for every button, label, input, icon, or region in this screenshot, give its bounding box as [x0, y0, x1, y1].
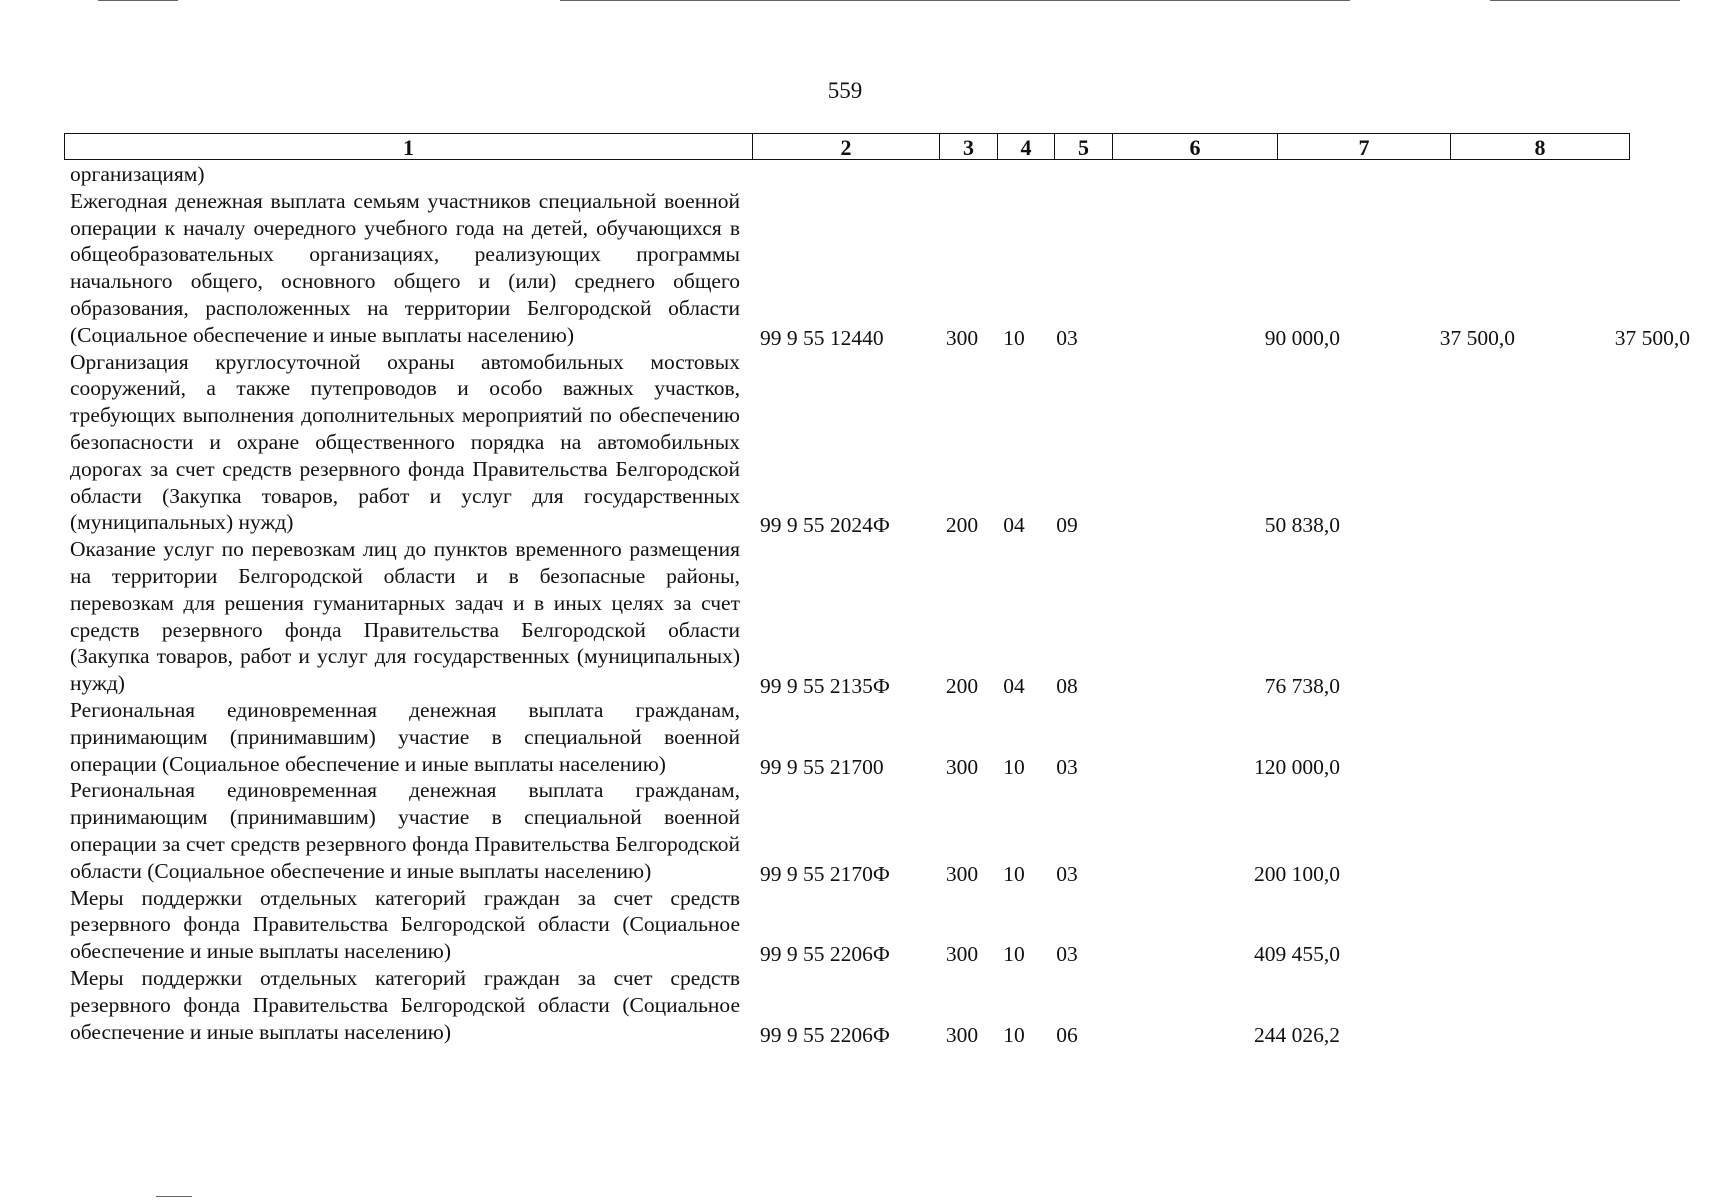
table-row	[70, 161, 1630, 188]
section-code: 04	[1003, 513, 1025, 538]
expense-type-code: 300	[945, 754, 979, 779]
subsection-code: 03	[1056, 754, 1078, 779]
scan-edge-line	[98, 0, 178, 1]
expense-type-code: 300	[945, 861, 979, 886]
table-row	[70, 777, 1630, 884]
target-article-code: 99 9 55 2170Ф	[760, 861, 890, 886]
row-name: Региональная единовременная денежная выплата гражданам, принимающим (принимавшим) участие в специальной военной операции (Социальное обеспечение и иные выплаты населению)	[70, 697, 740, 776]
amount-col-6: 200 100,0	[1254, 861, 1340, 886]
row-name: Меры поддержки отдельных категорий граждан за счет средств резервного фонда Правительства Белгородской области (Социальное обеспечение и иные выплаты населению)	[70, 965, 740, 1044]
row-name: Меры поддержки отдельных категорий граждан за счет средств резервного фонда Правительства Белгородской области (Социальное обеспечение и иные выплаты населению)	[70, 885, 740, 964]
amount-col-6: 50 838,0	[1264, 513, 1340, 538]
subsection-code: 08	[1056, 674, 1078, 699]
expense-type-code: 300	[945, 325, 979, 350]
section-code: 10	[1003, 861, 1025, 886]
expense-type-code: 200	[945, 674, 979, 699]
column-header: 2	[752, 133, 940, 160]
target-article-code: 99 9 55 21700	[760, 754, 884, 779]
row-name: Оказание услуг по перевозкам лиц до пунктов временного размещения на территории Белгородской области и в безопасные районы, перевозкам для решения гуманитарных задач и в иных целях за счет средств резервного фонда Правительства Белгородской области (Закупка товаров, работ и услуг для государственных (муниципальных) нужд)	[70, 537, 740, 696]
column-header: 6	[1112, 133, 1278, 160]
subsection-code: 03	[1056, 325, 1078, 350]
target-article-code: 99 9 55 2024Ф	[760, 513, 890, 538]
amount-col-6: 120 000,0	[1254, 754, 1340, 779]
column-header: 8	[1450, 133, 1630, 160]
amount-col-6: 76 738,0	[1264, 674, 1340, 699]
column-header: 5	[1054, 133, 1113, 160]
table-row	[70, 965, 1630, 1045]
table-row	[70, 536, 1630, 697]
column-header: 7	[1277, 133, 1451, 160]
section-code: 10	[1003, 1022, 1025, 1047]
scan-edge-line	[156, 1196, 192, 1197]
row-name: организациям)	[70, 162, 205, 186]
row-name: Организация круглосуточной охраны автомобильных мостовых сооружений, а также путепроводов и особо важных участков, требующих выполнения дополнительных мероприятий по обеспечению безопасности и охране общественного порядка на автомобильных дорогах за счет средств резервного фонда Правительства Белгородской области (Закупка товаров, работ и услуг для государственных (муниципальных) нужд)	[70, 349, 740, 535]
table-header-row	[64, 133, 1630, 162]
target-article-code: 99 9 55 2206Ф	[760, 1022, 890, 1047]
table-row	[70, 697, 1630, 777]
expense-type-code: 300	[945, 1022, 979, 1047]
amount-col-6: 90 000,0	[1264, 325, 1340, 350]
section-code: 10	[1003, 942, 1025, 967]
amount-col-6: 244 026,2	[1254, 1022, 1340, 1047]
row-name: Ежегодная денежная выплата семьям участников специальной военной операции к началу очередного учебного года на детей, обучающихся в общеобразовательных организациях, реализующих программы начального общего, основного общего и (или) среднего общего образования, расположенных на территории Белгородской области (Социальное обеспечение и иные выплаты населению)	[70, 188, 740, 347]
subsection-code: 09	[1056, 513, 1078, 538]
table-body	[70, 161, 1690, 1047]
target-article-code: 99 9 55 12440	[760, 325, 884, 350]
subsection-code: 03	[1056, 942, 1078, 967]
table-row	[70, 349, 1630, 537]
table-row	[70, 885, 1630, 965]
scan-edge-line	[560, 0, 1350, 1]
section-code: 10	[1003, 325, 1025, 350]
expense-type-code: 300	[945, 942, 979, 967]
section-code: 10	[1003, 754, 1025, 779]
expense-type-code: 200	[945, 513, 979, 538]
column-header: 1	[64, 133, 753, 160]
page-number: 559	[827, 78, 863, 103]
column-header: 4	[997, 133, 1055, 160]
target-article-code: 99 9 55 2135Ф	[760, 674, 890, 699]
subsection-code: 06	[1056, 1022, 1078, 1047]
amount-col-7: 37 500,0	[1439, 325, 1515, 350]
scan-edge-line	[1490, 0, 1680, 1]
column-header: 3	[939, 133, 998, 160]
subsection-code: 03	[1056, 861, 1078, 886]
section-code: 04	[1003, 674, 1025, 699]
amount-col-8: 37 500,0	[1614, 325, 1690, 350]
row-name: Региональная единовременная денежная выплата гражданам, принимающим (принимавшим) участие в специальной военной операции за счет средств резервного фонда Правительства Белгородской области (Социальное обеспечение и иные выплаты населению)	[70, 778, 740, 883]
amount-col-6: 409 455,0	[1254, 942, 1340, 967]
target-article-code: 99 9 55 2206Ф	[760, 942, 890, 967]
table-row	[70, 188, 1690, 350]
